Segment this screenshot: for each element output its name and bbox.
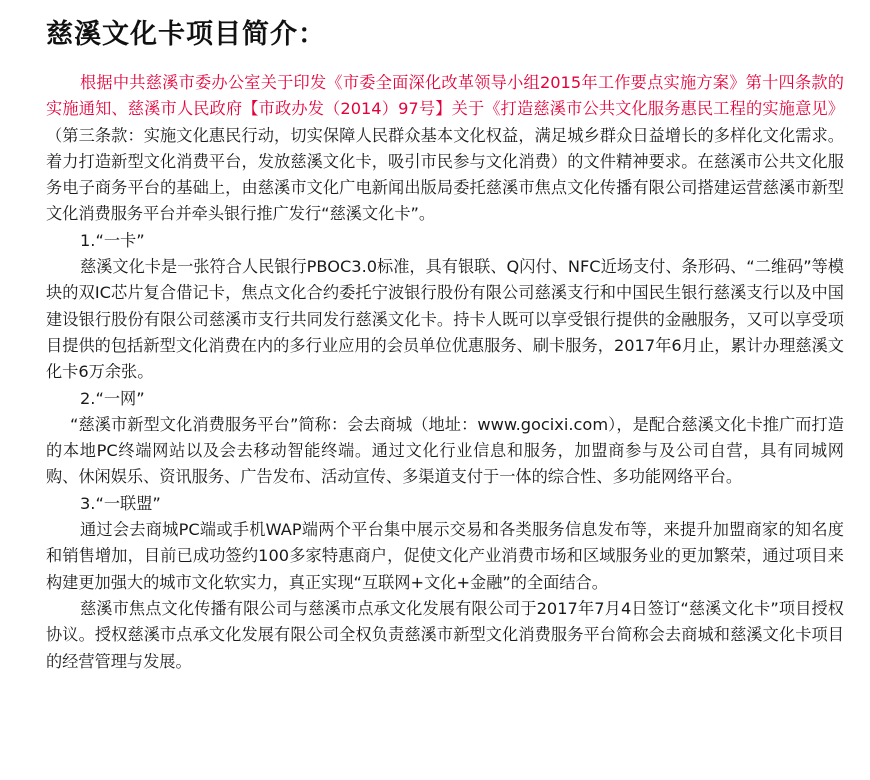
section-body-1: 慈溪文化卡是一张符合人民银行PBOC3.0标准，具有银联、Q闪付、NFC近场支付、条形码、“二维码”等模块的双IC芯片复合借记卡，焦点文化合约委托宁波银行股份有限公司慈溪支行和中国民生银行慈溪支行以及中国建设银行股份有限公司慈溪市支行共同发行慈溪文化卡。持卡人既可以享受银行提供的金融服务，又可以享受项目提供的包括新型文化消费在内的多行业应用的会员单位优惠服务、刷卡服务，2017年6月止，累计办理慈溪文化卡6万余张。 [46,257,844,382]
section-body-2: “慈溪市新型文化消费服务平台”简称：会去商城（地址：www.gocixi.com），是配合慈溪文化卡推广而打造的本地PC终端网站以及会去移动智能终端。通过文化行业信息和服务，加盟商参与及公司自营，具有同城网购、休闲娱乐、资讯服务、广告发布、活动宣传、多渠道支付于一体的综合性、多功能网络平台。 [46,414,844,487]
document-body [46,70,844,675]
section-heading-3: 3.“一联盟” [80,493,161,513]
intro-red-text: 根据中共慈溪市委办公室关于印发《市委全面深化改革领导小组2015年工作要点实施方案》第十四条款的实施通知、慈溪市人民政府【市政办发（2014）97号】关于《打造慈溪市公共文化服务惠民工程的实施意见》 [46,73,844,119]
section-heading-1: 1.“一卡” [80,230,145,250]
closing-paragraph: 慈溪市焦点文化传播有限公司与慈溪市点承文化发展有限公司于2017年7月4日签订“慈溪文化卡”项目授权协议。授权慈溪市点承文化发展有限公司全权负责慈溪市新型文化消费服务平台简称会去商城和慈溪文化卡项目的经营管理与发展。 [46,598,844,671]
section-body-3: 通过会去商城PC端或手机WAP端两个平台集中展示交易和各类服务信息发布等，来提升加盟商家的知名度和销售增加，目前已成功签约100多家特惠商户，促使文化产业消费市场和区域服务业的更加繁荣，通过项目来构建更加强大的城市文化软实力，真正实现“互联网+文化+金融”的全面结合。 [46,520,844,592]
intro-black-text: （第三条款：实施文化惠民行动，切实保障人民群众基本文化权益，满足城乡群众日益增长的多样化文化需求。着力打造新型文化消费平台，发放慈溪文化卡，吸引市民参与文化消费）的文件精神要求。在慈溪市公共文化服务电子商务平台的基础上，由慈溪市文化广电新闻出版局委托慈溪市焦点文化传播有限公司搭建运营慈溪市新型文化消费服务平台并牵头银行推广发行“慈溪文化卡”。 [46,125,844,224]
intro-paragraph [46,70,844,228]
page-title: 慈溪文化卡项目简介： [46,19,326,50]
section-heading-2: 2.“一网” [80,388,145,408]
